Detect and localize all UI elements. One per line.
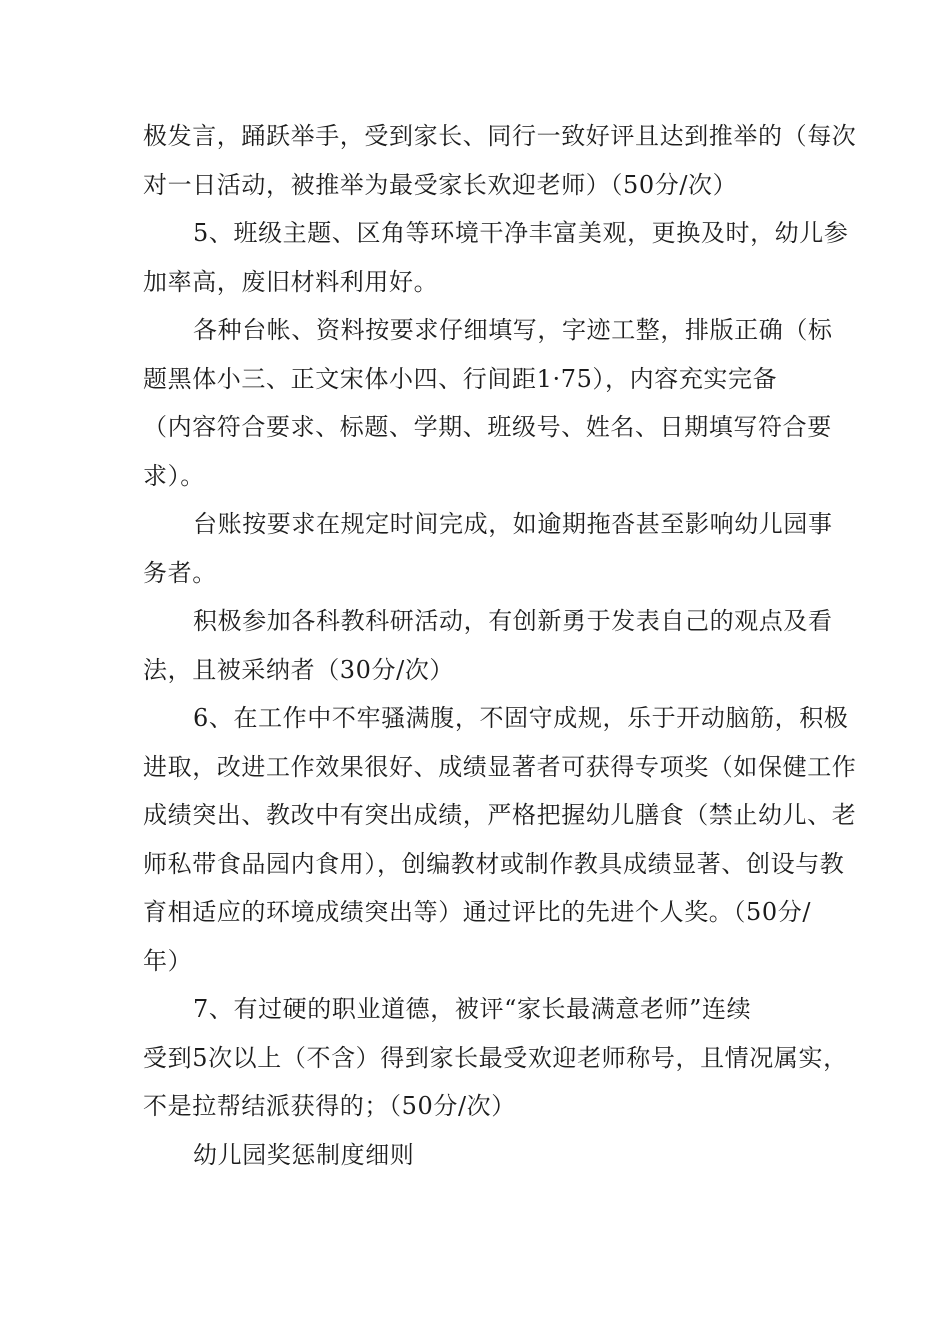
text-line: 极发言，踊跃举手，受到家长、同行一致好评且达到推举的（每次	[143, 122, 857, 150]
text-line: 加率高，废旧材料利用好。	[143, 267, 439, 296]
text-line: 年）	[143, 946, 193, 975]
paragraph-ledger-deadline: 台账按要求在规定时间完成，如逾期拖沓甚至影响幼儿园事	[193, 510, 833, 538]
paragraph-item-7: 7、有过硬的职业道德，被评“家长最满意老师”连续	[193, 995, 752, 1023]
text-line: 成绩突出、教改中有突出成绩，严格把握幼儿膳食（禁止幼儿、老	[143, 801, 857, 829]
text-line: 求）。	[143, 461, 205, 490]
paragraph-research-activities: 积极参加各科教科研活动，有创新勇于发表自己的观点及看	[193, 607, 833, 635]
paragraph-ledger-requirements: 各种台帐、资料按要求仔细填写，字迹工整，排版正确（标	[193, 316, 833, 344]
document-body	[143, 112, 857, 1179]
text-line: 进取，改进工作效果很好、成绩显著者可获得专项奖（如保健工作	[143, 752, 857, 781]
section-heading: 幼儿园奖惩制度细则	[193, 1140, 415, 1169]
text-line: 师私带食品园内食用），创编教材或制作教具成绩显著、创设与教	[143, 849, 845, 878]
paragraph-item-5: 5、班级主题、区角等环境干净丰富美观，更换及时，幼儿参	[193, 219, 849, 247]
text-line: 题黑体小三、正文宋体小四、行间距1·75），内容充实完备	[143, 364, 778, 393]
text-line: 受到5次以上（不含）得到家长最受欢迎老师称号，且情况属实，	[143, 1043, 848, 1072]
text-line: （内容符合要求、标题、学期、班级号、姓名、日期填写符合要	[143, 413, 832, 441]
text-line: 对一日活动，被推举为最受家长欢迎老师）（50分/次）	[143, 170, 738, 199]
text-line: 不是拉帮结派获得的；（50分/次）	[143, 1092, 516, 1120]
paragraph-item-6: 6、在工作中不牢骚满腹，不固守成规，乐于开动脑筋，积极	[193, 704, 849, 732]
text-line: 法，且被采纳者（30分/次）	[143, 655, 455, 684]
text-line: 育相适应的环境成绩突出等）通过评比的先进个人奖。（50分/	[143, 898, 812, 926]
text-line: 务者。	[143, 558, 217, 587]
